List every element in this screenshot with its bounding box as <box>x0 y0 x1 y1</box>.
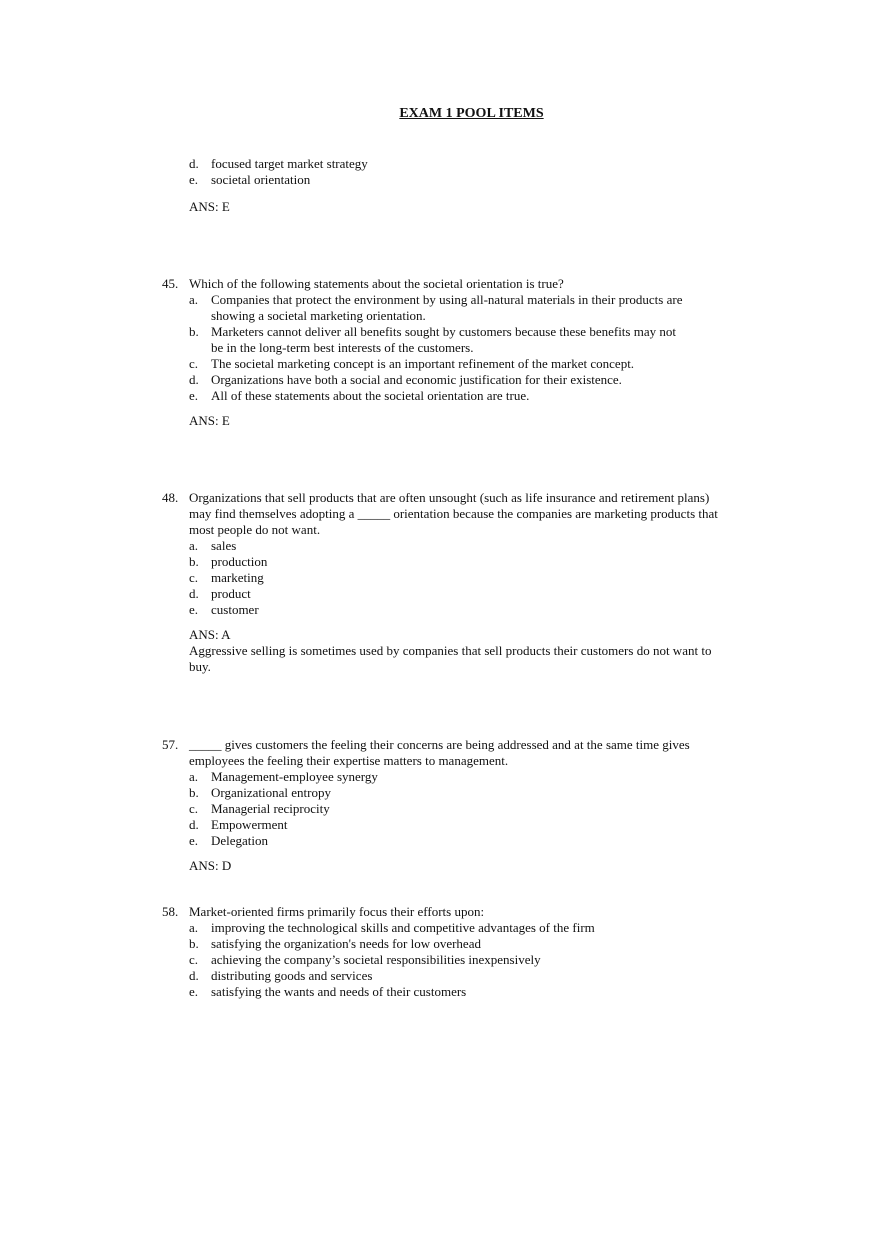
option-a-cont: showing a societal marketing orientation. <box>211 308 426 323</box>
option-e: e. satisfying the wants and needs of their customers <box>189 984 467 999</box>
option-e: e. customer <box>189 602 259 617</box>
option-e: e. All of these statements about the societal orientation are true. <box>189 388 530 403</box>
question-stem: Which of the following statements about the societal orientation is true? <box>189 276 564 291</box>
option-b: b. production <box>189 554 268 569</box>
question-stem: Organizations that sell products that are often unsought (such as life insurance and retirement plans) may find themselves adopting a _____ orientation because the companies are marketing products that most people do not want. <box>189 490 718 537</box>
option-a: a. sales <box>189 538 237 553</box>
option-b: b. Marketers cannot deliver all benefits sought by customers because these benefits may not <box>189 324 676 339</box>
option-e: e. Delegation <box>189 833 269 848</box>
option-c: c. Managerial reciprocity <box>189 801 330 816</box>
option-c: c. achieving the company’s societal responsibilities inexpensively <box>189 952 541 967</box>
option-c: c. marketing <box>189 570 264 585</box>
option-a: a. Companies that protect the environment by using all-natural materials in their products are <box>189 292 683 307</box>
question-number: 58. <box>162 904 179 919</box>
option-b-cont: be in the long-term best interests of the customers. <box>211 340 474 355</box>
continued-question <box>0 156 880 214</box>
answer: ANS: D <box>189 858 232 873</box>
option-d: d. focused target market strategy <box>189 156 368 171</box>
option-d: d. product <box>189 586 251 601</box>
question-stem: _____ gives customers the feeling their concerns are being addressed and at the same time gives employees the feeling their expertise matters to management. <box>189 737 690 768</box>
option-b: b. Organizational entropy <box>189 785 331 800</box>
question-number: 48. <box>162 490 179 505</box>
answer: ANS: E <box>189 199 230 214</box>
option-a: a. Management-employee synergy <box>189 769 378 784</box>
option-d: d. distributing goods and services <box>189 968 373 983</box>
option-e: e. societal orientation <box>189 172 311 187</box>
option-a: a. improving the technological skills and competitive advantages of the firm <box>189 920 595 935</box>
question-number: 45. <box>162 276 179 291</box>
option-d: d. Empowerment <box>189 817 288 832</box>
question-number: 57. <box>162 737 179 752</box>
option-b: b. satisfying the organization's needs for low overhead <box>189 936 481 951</box>
answer: ANS: E <box>189 413 230 428</box>
question-stem: Market-oriented firms primarily focus their efforts upon: <box>189 904 485 919</box>
option-d: d. Organizations have both a social and economic justification for their existence. <box>189 372 622 387</box>
answer-explanation: Aggressive selling is sometimes used by companies that sell products their customers do not want to buy. <box>189 643 712 674</box>
answer: ANS: A <box>189 627 231 642</box>
page-title: EXAM 1 POOL ITEMS <box>399 106 544 121</box>
option-c: c. The societal marketing concept is an important refinement of the market concept. <box>189 356 635 371</box>
